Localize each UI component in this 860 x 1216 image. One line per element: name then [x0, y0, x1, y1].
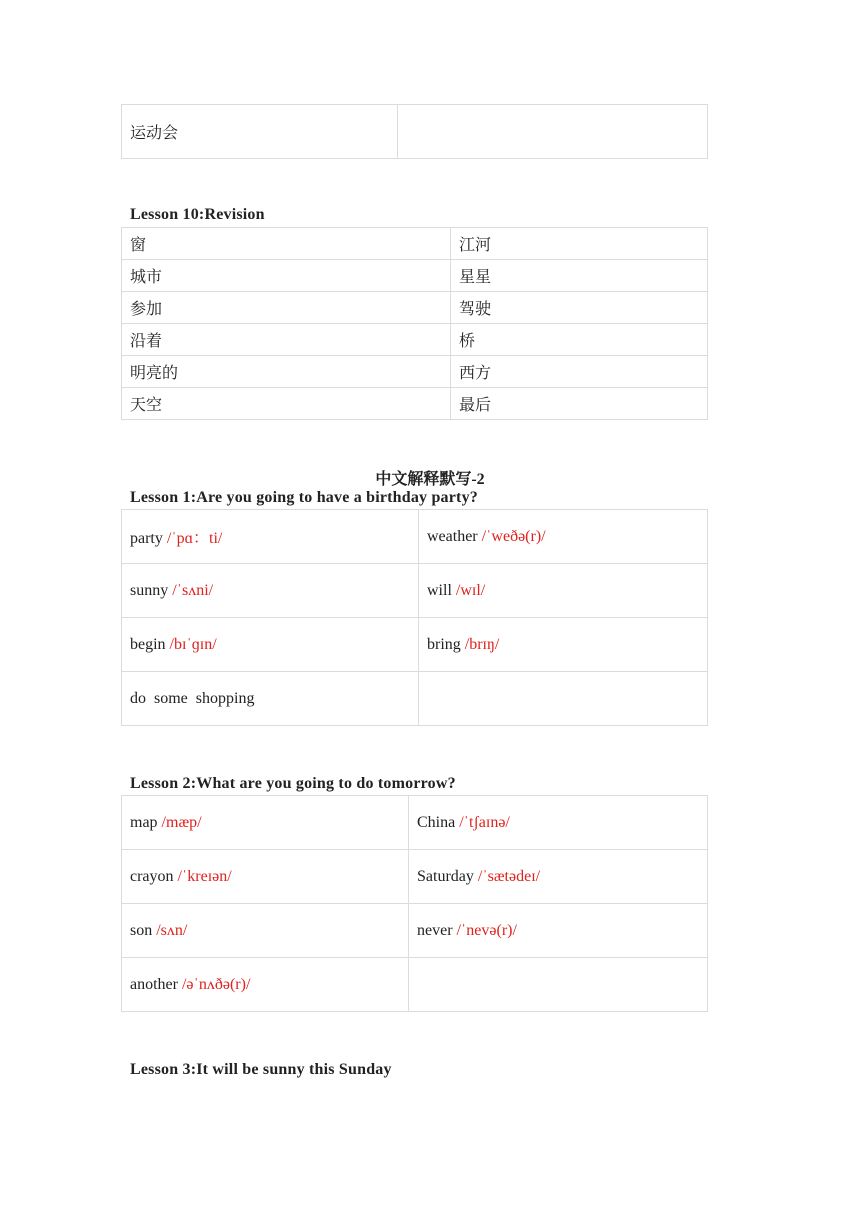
table-cell — [122, 618, 419, 672]
table-row — [122, 356, 708, 388]
phonetic: /brɪŋ/ — [464, 635, 500, 653]
table-cell — [122, 796, 409, 850]
table-cell — [419, 564, 708, 618]
phonetic: /ˈsætədeɪ/ — [477, 867, 541, 885]
table-row — [122, 958, 708, 1012]
table-cell — [122, 672, 419, 726]
table-row — [122, 260, 708, 292]
table-cell: 最后 — [451, 388, 708, 420]
phonetic: /wɪl/ — [455, 581, 486, 599]
table-cell: 窗 — [122, 228, 451, 260]
table-row — [122, 672, 708, 726]
lesson2-heading: Lesson 2:What are you going to do tomorrow? — [130, 775, 456, 792]
table-cell: 参加 — [122, 292, 451, 324]
phonetic: /ˈtʃaɪnə/ — [459, 813, 510, 831]
vocab-word: begin — [130, 635, 166, 653]
table-row — [122, 510, 708, 564]
table-row — [122, 904, 708, 958]
vocab-word: another — [130, 975, 178, 993]
vocab-word: bring — [427, 635, 461, 653]
table-row — [122, 564, 708, 618]
vocab-word: son — [130, 921, 153, 939]
lesson3-heading: Lesson 3:It will be sunny this Sunday — [130, 1061, 392, 1078]
table-cell: 星星 — [451, 260, 708, 292]
vocab-word: party — [130, 530, 163, 547]
phonetic: /sʌn/ — [156, 921, 188, 939]
table-cell: 桥 — [451, 324, 708, 356]
table-row — [122, 618, 708, 672]
vocab-word: never — [417, 921, 453, 939]
table-row — [122, 105, 708, 159]
lesson2-table — [121, 795, 708, 1012]
table-cell — [409, 796, 708, 850]
phonetic: /mæp/ — [161, 813, 202, 831]
table-cell: 明亮的 — [122, 356, 451, 388]
vocab-word: weather — [427, 527, 478, 545]
table-cell — [122, 958, 409, 1012]
lesson1-table — [121, 509, 708, 726]
table-row — [122, 796, 708, 850]
table-cell — [419, 672, 708, 726]
table-row — [122, 324, 708, 356]
table-cell — [122, 850, 409, 904]
table-row — [122, 228, 708, 260]
phonetic: /ˈweðə(r)/ — [481, 527, 546, 545]
table-row — [122, 292, 708, 324]
section-title: 中文解释默写-2 — [375, 471, 485, 488]
table-cell — [122, 904, 409, 958]
table-cell: 城市 — [122, 260, 451, 292]
vocab-word: will — [427, 581, 452, 599]
vocab-word: Saturday — [417, 867, 474, 885]
table-cell — [122, 564, 419, 618]
phonetic: /əˈnʌðə(r)/ — [181, 975, 251, 993]
table-cell — [398, 105, 708, 159]
vocab-word: map — [130, 813, 158, 831]
table-cell: 沿着 — [122, 324, 451, 356]
table-row — [122, 388, 708, 420]
table-row — [122, 850, 708, 904]
table-cell: 驾驶 — [451, 292, 708, 324]
phonetic: /ˈpɑ：ti/ — [166, 530, 223, 547]
table-cell — [419, 510, 708, 564]
lesson1-heading: Lesson 1:Are you going to have a birthday party? — [130, 489, 478, 506]
table-cell — [409, 850, 708, 904]
table-cell — [122, 510, 419, 564]
phonetic: /bɪˈɡɪn/ — [169, 635, 217, 653]
phonetic: /ˈnevə(r)/ — [456, 921, 517, 939]
table-cell: 天空 — [122, 388, 451, 420]
vocab-word: China — [417, 813, 456, 831]
vocab-word: sunny — [130, 581, 169, 599]
phonetic: /ˈkreɪən/ — [177, 867, 232, 885]
table-cell: 西方 — [451, 356, 708, 388]
phonetic: /ˈsʌni/ — [172, 581, 214, 599]
lesson10-table — [121, 227, 708, 420]
vocab-word: crayon — [130, 867, 174, 885]
lesson10-heading: Lesson 10:Revision — [130, 206, 265, 223]
table-cell — [409, 904, 708, 958]
table-cell: 江河 — [451, 228, 708, 260]
table-cell — [409, 958, 708, 1012]
table-cell: 运动会 — [122, 105, 398, 159]
vocab-word: do some shopping — [130, 689, 255, 707]
table-cell — [419, 618, 708, 672]
vocab-table-top — [121, 104, 708, 159]
